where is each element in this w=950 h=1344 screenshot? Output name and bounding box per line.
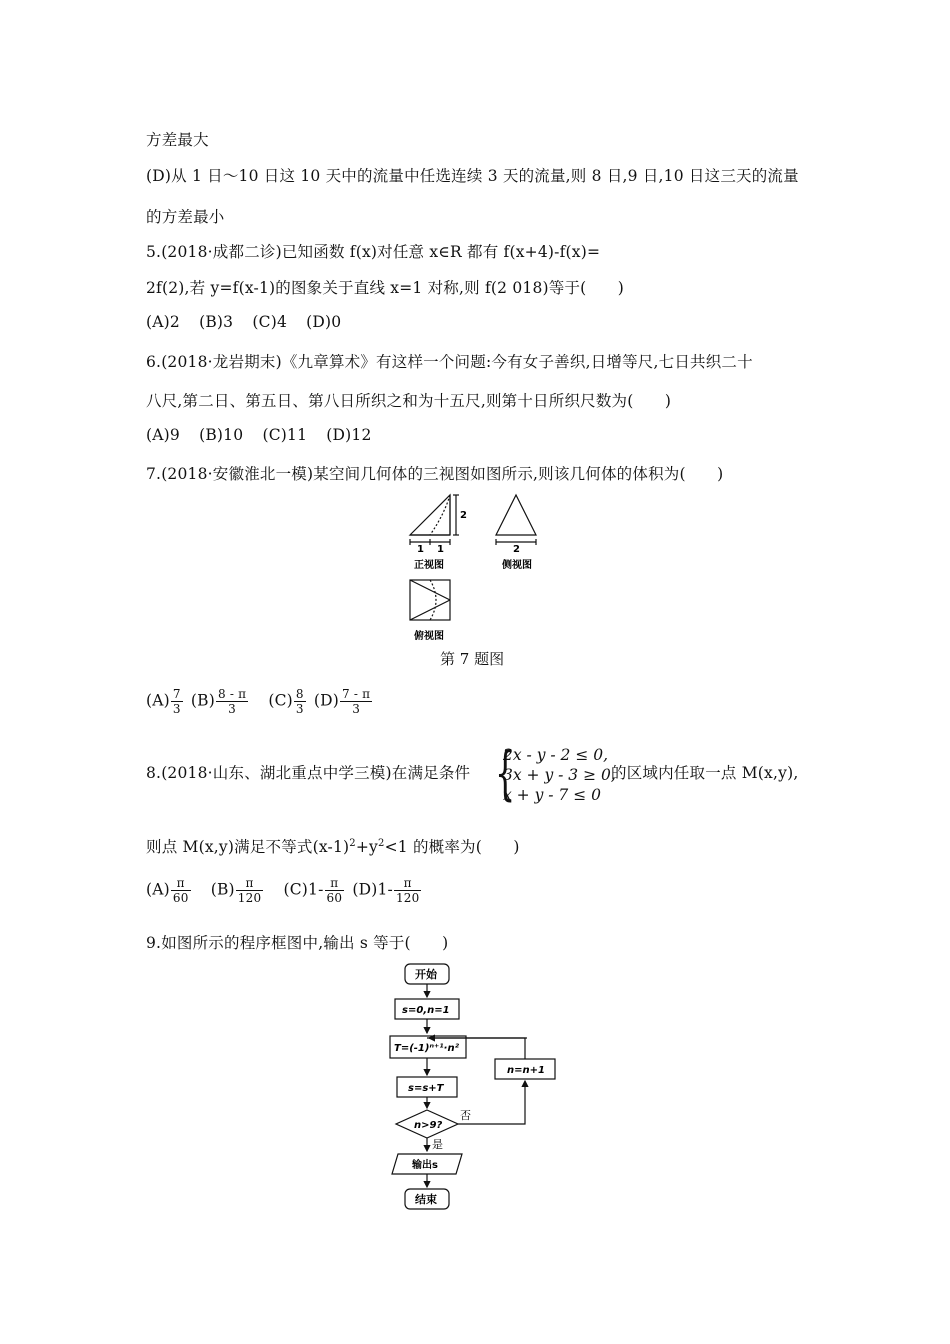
front-view bbox=[410, 495, 459, 545]
flow-no-label: 否 bbox=[460, 1109, 471, 1122]
q8-option-b: (B) $\frac{\pi}{120}$ bbox=[210, 876, 262, 905]
top-view bbox=[410, 580, 450, 620]
q7-option-d: (D) $\frac{7 - \pi}{3}$ bbox=[313, 687, 371, 716]
side-dim-2w: 2 bbox=[513, 544, 520, 555]
q8-line-1-post: 的区域内任取一点 M(x,y), bbox=[611, 764, 799, 782]
q8-option-d: (D)1- $\frac{\pi}{120}$ bbox=[352, 876, 420, 905]
q8-brace: { bbox=[495, 739, 516, 807]
side-view-label: 侧视图 bbox=[502, 560, 532, 571]
q8-line-2 bbox=[146, 835, 520, 857]
flow-calc-text: T=(-1)ⁿ⁺¹·n² bbox=[394, 1043, 459, 1054]
q8-constraint-system bbox=[503, 745, 616, 805]
q6-line-1: 6.(2018·龙岩期末)《九章算术》有这样一个问题:今有女子善织,日增等尺,七日共织二十 bbox=[146, 353, 753, 371]
line-variance-max: 方差最大 bbox=[146, 131, 209, 149]
q8-option-a: (A) $\frac{\pi}{60}$ bbox=[146, 876, 189, 905]
q5-options bbox=[146, 313, 355, 331]
front-view-label: 正视图 bbox=[414, 560, 444, 571]
q7-options bbox=[146, 687, 387, 716]
q8-superscript-2: 2 bbox=[378, 838, 385, 849]
side-view bbox=[496, 495, 536, 545]
flow-end-text: 结束 bbox=[415, 1193, 437, 1206]
q6-option-a: (A)9 bbox=[146, 426, 180, 444]
q5-option-d: (D)0 bbox=[306, 313, 342, 331]
q8-options bbox=[146, 876, 436, 905]
q6-option-d: (D)12 bbox=[326, 426, 372, 444]
q8-line-1-pre: 8.(2018·山东、湖北重点中学三模)在满足条件 bbox=[146, 764, 471, 782]
flow-init-text: s=0,n=1 bbox=[402, 1005, 450, 1016]
q5-line-1: 5.(2018·成都二诊)已知函数 f(x)对任意 x∈R 都有 f(x+4)-f(x)= bbox=[146, 243, 601, 261]
flow-yes-label: 是 bbox=[432, 1138, 443, 1151]
flow-start-text: 开始 bbox=[415, 968, 437, 981]
q8-constraint-1: 2x - y - 2 ≤ 0, bbox=[503, 746, 609, 764]
three-view-figure bbox=[400, 490, 560, 650]
flow-incr-text: n=n+1 bbox=[507, 1065, 545, 1076]
front-dim-1a: 1 bbox=[417, 544, 424, 555]
q7-option-a: (A) $\frac{7}{3}$ bbox=[146, 687, 181, 716]
q5-option-a: (A)2 bbox=[146, 313, 180, 331]
q8-constraint-2: 3x + y - 3 ≥ 0, bbox=[503, 766, 616, 784]
q8-option-c: (C)1- $\frac{\pi}{60}$ bbox=[283, 876, 343, 905]
q6-line-2: 八尺,第二日、第五日、第八日所织之和为十五尺,则第十日所织尺数为( ) bbox=[146, 392, 672, 410]
flow-cond-text: n>9? bbox=[414, 1120, 443, 1131]
q9-line: 9.如图所示的程序框图中,输出 s 等于( ) bbox=[146, 934, 449, 952]
q6-options bbox=[146, 426, 386, 444]
q7-option-c: (C) $\frac{8}{3}$ bbox=[268, 687, 304, 716]
q6-option-b: (B)10 bbox=[199, 426, 244, 444]
q5-option-b: (B)3 bbox=[199, 313, 234, 331]
front-dim-2h: 2 bbox=[460, 510, 467, 521]
q8-line-2-post: <1 的概率为( ) bbox=[384, 838, 520, 856]
q7-line: 7.(2018·安徽淮北一模)某空间几何体的三视图如图所示,则该几何体的体积为( ) bbox=[146, 465, 724, 483]
q7-option-b: (B) $\frac{8 - \pi}{3}$ bbox=[190, 687, 247, 716]
q5-line-2: 2f(2),若 y=f(x-1)的图象关于直线 x=1 对称,则 f(2 018)等于( ) bbox=[146, 279, 625, 297]
front-dim-1b: 1 bbox=[437, 544, 444, 555]
q8-constraint-3: x + y - 7 ≤ 0 bbox=[503, 786, 601, 804]
figure-7-caption: 第 7 题图 bbox=[440, 650, 505, 668]
option-d-text: (D)从 1 日～10 日这 10 天中的流量中任选连续 3 天的流量,则 8 日,9 日,10 日这三天的流量 bbox=[146, 167, 799, 185]
q6-option-c: (C)11 bbox=[262, 426, 308, 444]
top-view-label: 俯视图 bbox=[414, 631, 444, 642]
q8-line-2-pre: 则点 M(x,y)满足不等式(x-1) bbox=[146, 838, 350, 856]
flow-accum-text: s=s+T bbox=[408, 1083, 444, 1094]
line-variance-min: 的方差最小 bbox=[146, 208, 225, 226]
q8-superscript-1: 2 bbox=[349, 838, 356, 849]
flowchart bbox=[380, 958, 580, 1218]
flow-output-text: 输出s bbox=[412, 1160, 438, 1171]
q8-line-2-mid: +y bbox=[355, 838, 378, 856]
q5-option-c: (C)4 bbox=[252, 313, 288, 331]
